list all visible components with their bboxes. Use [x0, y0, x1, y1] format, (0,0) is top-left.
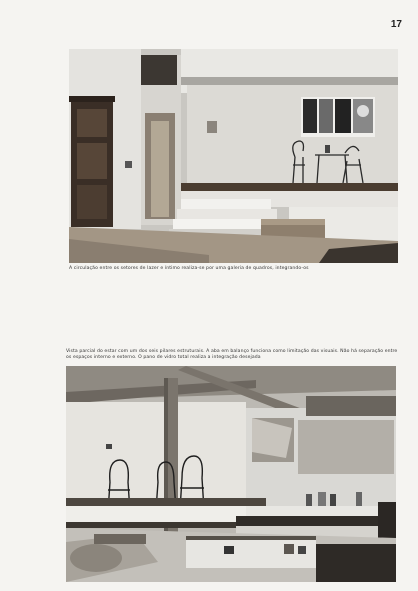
- page-number: 17: [390, 19, 402, 30]
- caption-bottom-photo: Vista parcial do estar com um dos seis pilares estruturais. A aba em balanço funciona como limitação das visuais. Não há separação entre os espaços interno e externo. O pano de vidro total realiza a integração desejada: [66, 349, 398, 361]
- photo-gallery-circulation: [69, 49, 398, 263]
- caption-top-photo: A circulação entre os setores de lazer e íntimo realiza-se por uma galeria de quadros, integrando-os: [69, 266, 309, 271]
- photo-living-room-pillar: [66, 366, 396, 582]
